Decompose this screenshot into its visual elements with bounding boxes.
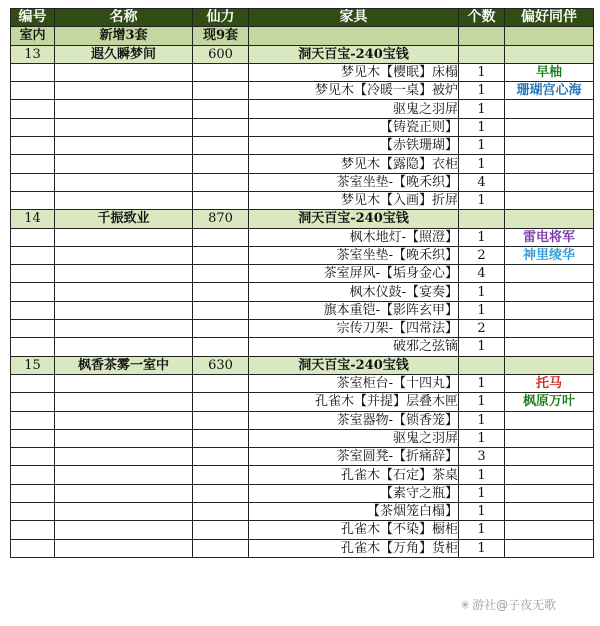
item-name-empty bbox=[55, 539, 193, 557]
item-count: 1 bbox=[459, 228, 505, 246]
sparkle-icon: ✳ bbox=[460, 598, 471, 612]
item-name-empty bbox=[55, 466, 193, 484]
item-cost-empty bbox=[193, 118, 249, 136]
item-count: 1 bbox=[459, 484, 505, 502]
item-count: 1 bbox=[459, 466, 505, 484]
item-name-empty bbox=[55, 155, 193, 173]
item-furniture: 孔雀木【石定】茶桌 bbox=[249, 466, 459, 484]
item-id-empty bbox=[11, 265, 55, 283]
item-id-empty bbox=[11, 539, 55, 557]
group-id: 15 bbox=[11, 356, 55, 374]
group-cost: 870 bbox=[193, 210, 249, 228]
item-name-empty bbox=[55, 521, 193, 539]
item-furniture: 梦见木【入画】折屏 bbox=[249, 191, 459, 209]
item-furniture: 驱鬼之羽屏 bbox=[249, 429, 459, 447]
item-id-empty bbox=[11, 246, 55, 264]
group-id: 14 bbox=[11, 210, 55, 228]
item-count: 1 bbox=[459, 429, 505, 447]
item-name-empty bbox=[55, 503, 193, 521]
group-row bbox=[11, 45, 594, 63]
item-count: 2 bbox=[459, 246, 505, 264]
item-furniture: 枫木地灯-【照澄】 bbox=[249, 228, 459, 246]
item-count: 1 bbox=[459, 338, 505, 356]
item-cost-empty bbox=[193, 100, 249, 118]
item-name-empty bbox=[55, 429, 193, 447]
item-cost-empty bbox=[193, 82, 249, 100]
item-preferred bbox=[505, 503, 594, 521]
item-furniture: 【赤铁珊瑚】 bbox=[249, 137, 459, 155]
item-count: 1 bbox=[459, 191, 505, 209]
item-count: 3 bbox=[459, 448, 505, 466]
header-furniture: 家具 bbox=[249, 9, 459, 27]
item-preferred bbox=[505, 466, 594, 484]
item-preferred bbox=[505, 118, 594, 136]
item-preferred: 枫原万叶 bbox=[505, 393, 594, 411]
item-cost-empty bbox=[193, 191, 249, 209]
item-preferred: 珊瑚宫心海 bbox=[505, 82, 594, 100]
item-count: 1 bbox=[459, 155, 505, 173]
item-id-empty bbox=[11, 338, 55, 356]
item-furniture: 【铸瓷正则】 bbox=[249, 118, 459, 136]
item-preferred bbox=[505, 521, 594, 539]
item-id-empty bbox=[11, 301, 55, 319]
item-furniture: 驱鬼之羽屏 bbox=[249, 100, 459, 118]
item-id-empty bbox=[11, 374, 55, 392]
item-preferred bbox=[505, 484, 594, 502]
group-name: 千振致业 bbox=[55, 210, 193, 228]
item-cost-empty bbox=[193, 265, 249, 283]
item-furniture: 宗传刀架-【四常法】 bbox=[249, 320, 459, 338]
header-row bbox=[11, 9, 594, 27]
item-count: 1 bbox=[459, 137, 505, 155]
item-cost-empty bbox=[193, 393, 249, 411]
item-preferred: 雷电将军 bbox=[505, 228, 594, 246]
item-count: 2 bbox=[459, 320, 505, 338]
item-preferred: 早柚 bbox=[505, 63, 594, 81]
group-shop: 洞天百宝-240宝钱 bbox=[249, 45, 459, 63]
item-furniture: 旗本重铠-【影阵玄甲】 bbox=[249, 301, 459, 319]
item-furniture: 破邪之弦镝 bbox=[249, 338, 459, 356]
item-cost-empty bbox=[193, 320, 249, 338]
item-name-empty bbox=[55, 374, 193, 392]
item-count: 1 bbox=[459, 301, 505, 319]
group-pref-empty bbox=[505, 45, 594, 63]
item-furniture: 茶室坐垫-【晚禾织】 bbox=[249, 173, 459, 191]
item-furniture: 【素守之瓶】 bbox=[249, 484, 459, 502]
item-row bbox=[11, 503, 594, 521]
item-cost-empty bbox=[193, 283, 249, 301]
item-name-empty bbox=[55, 191, 193, 209]
item-cost-empty bbox=[193, 173, 249, 191]
item-id-empty bbox=[11, 393, 55, 411]
item-count: 1 bbox=[459, 411, 505, 429]
subheader-added: 新增3套 bbox=[55, 27, 193, 45]
item-id-empty bbox=[11, 411, 55, 429]
item-id-empty bbox=[11, 521, 55, 539]
item-count: 1 bbox=[459, 503, 505, 521]
furniture-table bbox=[10, 8, 594, 558]
item-id-empty bbox=[11, 191, 55, 209]
group-name: 遐久瞬梦间 bbox=[55, 45, 193, 63]
item-id-empty bbox=[11, 228, 55, 246]
item-count: 1 bbox=[459, 118, 505, 136]
subheader-current: 现9套 bbox=[193, 27, 249, 45]
item-furniture: 枫木仪鼓-【宴奏】 bbox=[249, 283, 459, 301]
item-preferred bbox=[505, 137, 594, 155]
group-shop: 洞天百宝-240宝钱 bbox=[249, 210, 459, 228]
item-cost-empty bbox=[193, 374, 249, 392]
item-name-empty bbox=[55, 100, 193, 118]
item-cost-empty bbox=[193, 246, 249, 264]
item-preferred bbox=[505, 539, 594, 557]
item-count: 4 bbox=[459, 173, 505, 191]
item-furniture: 梦见木【冷暖一桌】被炉 bbox=[249, 82, 459, 100]
item-row bbox=[11, 411, 594, 429]
item-count: 1 bbox=[459, 63, 505, 81]
item-preferred bbox=[505, 265, 594, 283]
item-name-empty bbox=[55, 228, 193, 246]
item-furniture: 梦见木【露隐】衣柜 bbox=[249, 155, 459, 173]
item-preferred bbox=[505, 191, 594, 209]
item-cost-empty bbox=[193, 301, 249, 319]
item-preferred bbox=[505, 173, 594, 191]
item-row bbox=[11, 63, 594, 81]
subheader-empty bbox=[249, 27, 459, 45]
item-cost-empty bbox=[193, 448, 249, 466]
item-furniture: 茶室圆凳-【折痛辞】 bbox=[249, 448, 459, 466]
item-row bbox=[11, 265, 594, 283]
item-id-empty bbox=[11, 429, 55, 447]
item-id-empty bbox=[11, 63, 55, 81]
item-row bbox=[11, 137, 594, 155]
item-preferred bbox=[505, 301, 594, 319]
watermark-text: 游社@子夜无歌 bbox=[472, 598, 557, 612]
item-row bbox=[11, 246, 594, 264]
item-preferred bbox=[505, 411, 594, 429]
item-name-empty bbox=[55, 246, 193, 264]
item-preferred bbox=[505, 155, 594, 173]
item-row bbox=[11, 100, 594, 118]
header-name: 名称 bbox=[55, 9, 193, 27]
item-count: 1 bbox=[459, 374, 505, 392]
item-cost-empty bbox=[193, 228, 249, 246]
item-preferred bbox=[505, 283, 594, 301]
item-id-empty bbox=[11, 448, 55, 466]
item-row bbox=[11, 521, 594, 539]
item-name-empty bbox=[55, 320, 193, 338]
item-name-empty bbox=[55, 338, 193, 356]
group-count-empty bbox=[459, 210, 505, 228]
item-name-empty bbox=[55, 265, 193, 283]
item-furniture: 孔雀木【不染】橱柜 bbox=[249, 521, 459, 539]
item-cost-empty bbox=[193, 338, 249, 356]
item-cost-empty bbox=[193, 484, 249, 502]
item-id-empty bbox=[11, 466, 55, 484]
group-id: 13 bbox=[11, 45, 55, 63]
item-furniture: 茶室屏风-【垢身金心】 bbox=[249, 265, 459, 283]
item-count: 1 bbox=[459, 100, 505, 118]
item-name-empty bbox=[55, 393, 193, 411]
item-id-empty bbox=[11, 155, 55, 173]
item-cost-empty bbox=[193, 466, 249, 484]
item-cost-empty bbox=[193, 137, 249, 155]
group-count-empty bbox=[459, 45, 505, 63]
subheader-category: 室内 bbox=[11, 27, 55, 45]
item-name-empty bbox=[55, 448, 193, 466]
item-furniture: 茶室柜台-【十四丸】 bbox=[249, 374, 459, 392]
item-cost-empty bbox=[193, 429, 249, 447]
item-preferred bbox=[505, 320, 594, 338]
item-name-empty bbox=[55, 118, 193, 136]
item-preferred: 神里绫华 bbox=[505, 246, 594, 264]
item-name-empty bbox=[55, 411, 193, 429]
item-preferred: 托马 bbox=[505, 374, 594, 392]
item-name-empty bbox=[55, 82, 193, 100]
item-id-empty bbox=[11, 82, 55, 100]
item-row bbox=[11, 374, 594, 392]
item-count: 1 bbox=[459, 521, 505, 539]
item-cost-empty bbox=[193, 521, 249, 539]
item-id-empty bbox=[11, 320, 55, 338]
group-count-empty bbox=[459, 356, 505, 374]
watermark bbox=[460, 596, 556, 613]
item-cost-empty bbox=[193, 63, 249, 81]
item-id-empty bbox=[11, 173, 55, 191]
item-name-empty bbox=[55, 283, 193, 301]
group-pref-empty bbox=[505, 356, 594, 374]
group-row bbox=[11, 356, 594, 374]
item-row bbox=[11, 155, 594, 173]
item-count: 1 bbox=[459, 393, 505, 411]
item-row bbox=[11, 320, 594, 338]
header-count: 个数 bbox=[459, 9, 505, 27]
group-pref-empty bbox=[505, 210, 594, 228]
item-row bbox=[11, 484, 594, 502]
header-id: 编号 bbox=[11, 9, 55, 27]
item-id-empty bbox=[11, 100, 55, 118]
table-body bbox=[11, 9, 594, 558]
item-preferred bbox=[505, 448, 594, 466]
item-cost-empty bbox=[193, 503, 249, 521]
item-id-empty bbox=[11, 118, 55, 136]
item-name-empty bbox=[55, 484, 193, 502]
group-shop: 洞天百宝-240宝钱 bbox=[249, 356, 459, 374]
group-row bbox=[11, 210, 594, 228]
group-cost: 600 bbox=[193, 45, 249, 63]
item-row bbox=[11, 283, 594, 301]
item-preferred bbox=[505, 338, 594, 356]
item-row bbox=[11, 173, 594, 191]
item-id-empty bbox=[11, 283, 55, 301]
item-row bbox=[11, 429, 594, 447]
item-id-empty bbox=[11, 484, 55, 502]
subheader-row bbox=[11, 27, 594, 45]
item-row bbox=[11, 228, 594, 246]
item-row bbox=[11, 393, 594, 411]
item-id-empty bbox=[11, 503, 55, 521]
item-preferred bbox=[505, 429, 594, 447]
item-row bbox=[11, 448, 594, 466]
item-name-empty bbox=[55, 301, 193, 319]
item-name-empty bbox=[55, 173, 193, 191]
item-furniture: 孔雀木【万角】货柜 bbox=[249, 539, 459, 557]
item-cost-empty bbox=[193, 411, 249, 429]
item-row bbox=[11, 539, 594, 557]
item-count: 4 bbox=[459, 265, 505, 283]
subheader-empty bbox=[459, 27, 505, 45]
item-cost-empty bbox=[193, 155, 249, 173]
item-row bbox=[11, 191, 594, 209]
item-count: 1 bbox=[459, 283, 505, 301]
header-preferred: 偏好同伴 bbox=[505, 9, 594, 27]
item-row bbox=[11, 466, 594, 484]
item-row bbox=[11, 82, 594, 100]
item-name-empty bbox=[55, 63, 193, 81]
item-furniture: 茶室坐垫-【晚禾织】 bbox=[249, 246, 459, 264]
item-cost-empty bbox=[193, 539, 249, 557]
item-name-empty bbox=[55, 137, 193, 155]
item-count: 1 bbox=[459, 539, 505, 557]
item-furniture: 孔雀木【并提】层叠木匣 bbox=[249, 393, 459, 411]
subheader-empty bbox=[505, 27, 594, 45]
item-id-empty bbox=[11, 137, 55, 155]
item-preferred bbox=[505, 100, 594, 118]
item-furniture: 梦见木【樱眠】床榻 bbox=[249, 63, 459, 81]
item-row bbox=[11, 301, 594, 319]
item-row bbox=[11, 118, 594, 136]
item-count: 1 bbox=[459, 82, 505, 100]
item-furniture: 茶室器物-【锁香笼】 bbox=[249, 411, 459, 429]
group-name: 枫香茶雾一室中 bbox=[55, 356, 193, 374]
header-cost: 仙力 bbox=[193, 9, 249, 27]
item-furniture: 【茶烟笼白榻】 bbox=[249, 503, 459, 521]
group-cost: 630 bbox=[193, 356, 249, 374]
item-row bbox=[11, 338, 594, 356]
